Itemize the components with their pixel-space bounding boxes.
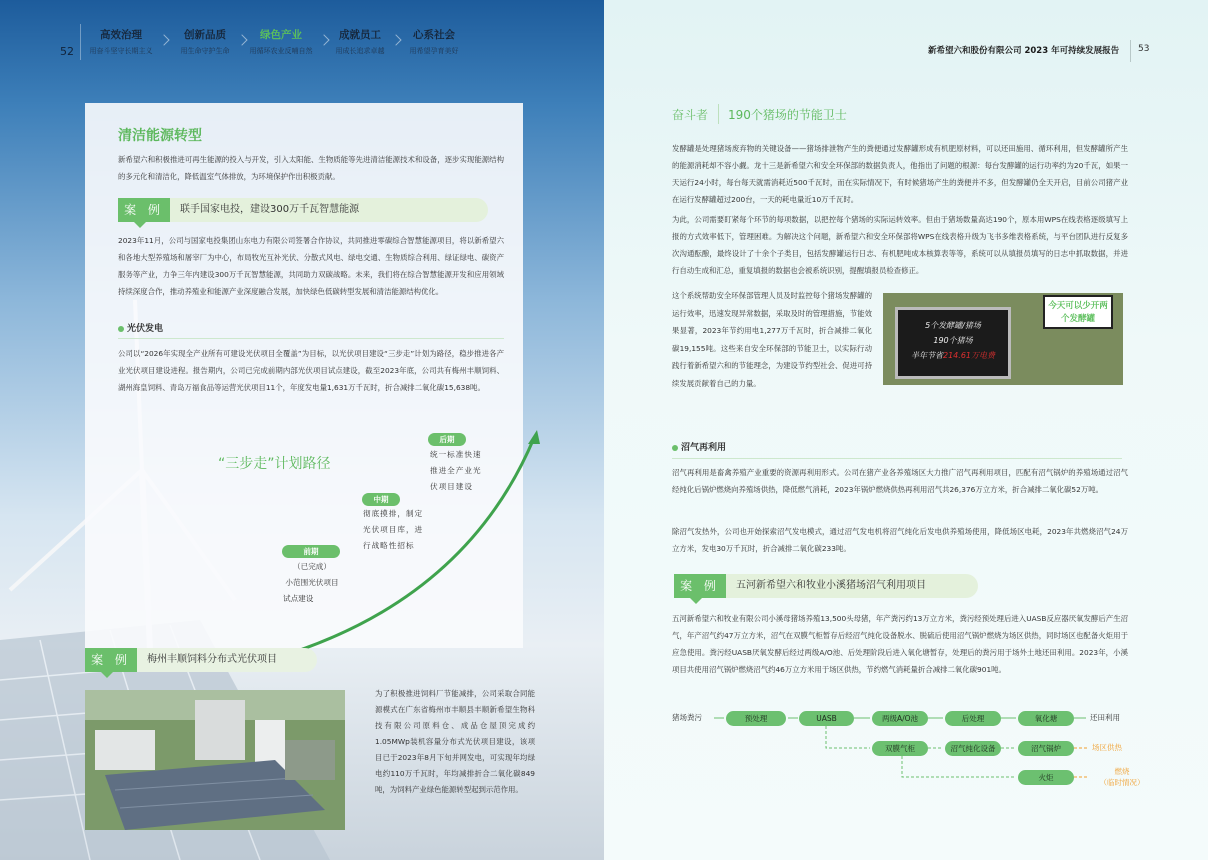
flow-node: 后处理 — [945, 711, 1001, 726]
case-body: 为了积极推进饲料厂节能减排，公司采取合同能源模式在广东省梅州市丰顺县丰顺新希望生物科技有限公司原料仓、成品仓屋顶完成约1.05MWp装机容量分布式光伏项目建设，该项目已于2023年8月下旬并网发电，可实现年均绿电约110万千瓦时，年均减排折合二氧化碳849吨，为饲料产业绿色能源转型起到示范作用。 — [375, 689, 535, 794]
flow-end-burn — [1092, 766, 1152, 788]
stage-line: 光伏项目库，进 — [363, 525, 424, 534]
flow-node: 氧化塘 — [1018, 711, 1074, 726]
case-title: 联手国家电投，建设300万千瓦智慧能源 — [170, 198, 488, 222]
stage-text-early — [283, 559, 341, 607]
intro-text: 新希望六和积极推进可再生能源的投入与开发，引入太阳能、生物质能等先进清洁能源技术和设备，逐步实现能源结构的多元化和清洁化，降低温室气体排放，为环境保护作出积极贡献。 — [118, 155, 504, 181]
nav-title: 心系社会 — [413, 29, 455, 41]
story-paragraph: 为此，公司需要盯紧每个环节的每项数据，以把控每个猪场的实际运转效率。但由于猪场数量高达190个，原本用WPS在线表格逐级填写上报的方式效率低下，管理困难。为解决这个问题，新希望六和安全环保部将WPS在线表格升级为飞书多维表格系统，与平台团队进行反复多次沟通酝酿，最终设计了十余个子类目，包括发酵罐运行日志、有机肥吨成本核算表等等，系统可以从填报员填写的日志中抓取数据，并进行自动生成和汇总，重复填报的数据也会被系统识别，提醒填报员检查修正。 — [672, 215, 1128, 275]
flow-node: 火炬 — [1018, 770, 1074, 785]
stage-line: 彻底摸排，制定 — [363, 509, 424, 518]
case-banner — [674, 574, 978, 598]
pv-body: 公司以“2026年实现全产业所有可建设光伏项目全覆盖”为目标，以光伏项目建设“三步走”计划为路径，稳步推进各产业光伏项目建设进程。报告期内，公司已完成前期内部光伏项目试点建设，截至2023年底，公司共有梅州丰顺饲料、湖州海皇饲料、青岛万福食品等运营光伏项目11个，年度发电量1,631万千瓦时，折合减排二氧化碳15,638吨。 — [118, 349, 504, 392]
nav-title: 高效治理 — [100, 29, 142, 41]
flow-node: 沼气锅炉 — [1018, 741, 1074, 756]
flow-node: 两级A/O池 — [872, 711, 928, 726]
section-title: 清洁能源转型 — [118, 128, 202, 144]
burn-label: 燃烧 — [1114, 767, 1130, 776]
flow-node: UASB — [799, 711, 854, 726]
flow-node: 预处理 — [726, 711, 786, 726]
case-title: 五河新希望六和牧业小溪猪场沼气利用项目 — [726, 574, 978, 598]
stage-label-mid: 中期 — [362, 493, 400, 506]
arrow-up-icon — [528, 430, 540, 444]
factory-solar-photo — [85, 690, 345, 830]
biogas-paragraph: 沼气再利用是畜禽养殖产业重要的资源再利用形式。公司在猪产业各养殖场区大力推广沼气再利用项目，匹配有沼气锅炉的养殖场通过沼气经纯化后锅炉燃烧向养殖场供热，降低燃气消耗，2023年锅炉燃烧供热再利用沼气共26,376万立方米，折合减排二氧化碳52万吨。 — [672, 468, 1128, 494]
nav-title: 成就员工 — [339, 29, 381, 41]
case-banner — [85, 648, 317, 672]
bullet-dot-icon — [672, 445, 678, 451]
stage-line: 伏项目建设 — [430, 482, 473, 491]
story-paragraph: 这个系统帮助安全环保部管理人员及时监控每个猪场发酵罐的运行效率，迅速发现异常数据，采取及时的管理措施，节能效果显著，2023年节约用电1,277万千瓦时，折合减排二氧化碳19,155吨。这些来自安全环保部的节能卫士，以实际行动践行着新希望六和的节能理念，为建设节约型社会、促进可持续发展贡献着自己的力量。 — [672, 291, 872, 388]
stage-text-mid — [363, 506, 423, 554]
divider — [718, 104, 719, 124]
stage-line: 行战略性招标 — [363, 541, 415, 550]
plan-title: “三步走”计划路径 — [218, 456, 331, 472]
flow-node: 沼气纯化设备 — [945, 741, 1001, 756]
subheading-biogas — [672, 440, 726, 453]
case-body: 2023年11月，公司与国家电投集团山东电力有限公司签署合作协议，共同推进零碳综合智慧能源项目，将以新希望六和各地大型养殖场和屠宰厂为中心，布局牧光互补光伏、分散式风电、绿电交通、生物质综合利用、绿证绿电、碳资产服务等产业，力争三年内建设300万千瓦智慧能源，共同助力双碳战略。未来，我们将在综合智慧能源开发和应用领域持续深度合作，推动养殖业和能源产业深度融合发展，加快绿色低碳转型发展和清洁能源结构优化。 — [118, 236, 504, 296]
stage-line: 小范围光伏项目 — [285, 578, 339, 587]
burn-note: （临时情况） — [1099, 778, 1145, 787]
case-tag: 案 例 — [674, 574, 726, 598]
story-paragraph: 发酵罐是处理猪场废弃物的关键设备——猪场排泄物产生的粪便通过发酵罐形成有机肥原材料，可以还田施用、循环利用，但发酵罐所产生的能源消耗却不容小觑。龙十三是新希望六和安全环保部的数据负责人，他指出了问题的根源：每台发酵罐的运行功率约为20千瓦，如果一天运行24小时，每台每天就需消耗近500千瓦时，而在实际情况下，有时候猪场产生的粪便并不多，但发酵罐仍全天开启，目前公司猪产业在运行发酵罐超过200台，一天的耗电量近10万千瓦时。 — [672, 144, 1128, 204]
case-body: 五河新希望六和牧业有限公司小溪母猪场养殖13,500头母猪，年产粪污约13万立方米，粪污经预处理后进入UASB反应器厌氧发酵后产生沼气，年产沼气约47万立方米，沼气在双膜气柜暂存后经沼气纯化设备脱水、脱硫后使用沼气锅炉燃烧为场区供热，同时场区也配备火炬用于应急使用。粪污经UASB厌氧发酵后经过两级A/O池、后处理阶段后进入氧化塘暂存，处理后的粪污用于场外土地还田利用。2023年，小溪项目共使用沼气锅炉燃烧沼气约46万立方米用于场区供热，节约燃气消耗量折合减排二氧化碳901吨。 — [672, 614, 1128, 674]
biogas-paragraph: 除沼气发热外，公司也开始探索沼气发电模式，通过沼气发电机将沼气纯化后发电供养殖场使用，降低场区电耗，2023年共燃烧沼气24万立方米，发电30万千瓦时，折合减排二氧化碳233吨。 — [672, 527, 1128, 553]
board-prefix: 半年节省 — [911, 351, 943, 360]
case-tag: 案 例 — [118, 198, 170, 222]
page-number: 52 — [60, 45, 74, 58]
stage-label-early: 前期 — [282, 545, 340, 558]
divider — [672, 458, 1122, 459]
report-title: 新希望六和股份有限公司 2023 年可持续发展报告 — [928, 46, 1120, 56]
board-line: 5个发酵罐/猪场 — [925, 321, 981, 330]
right-page — [604, 0, 1208, 860]
flow-start: 猪场粪污 — [672, 713, 702, 722]
subheading-text: 光伏发电 — [127, 324, 164, 334]
case-title: 梅州丰顺饲料分布式光伏项目 — [137, 648, 317, 672]
stage-text-late — [430, 447, 482, 495]
stage-label-late: 后期 — [428, 433, 466, 446]
flow-node: 双膜气柜 — [872, 741, 928, 756]
nav-title: 绿色产业 — [260, 29, 302, 41]
nav-subtitle: 用成长追求卓越 — [335, 47, 385, 55]
board-amount: 214.61万电费 — [943, 351, 995, 360]
chalkboard — [895, 307, 1011, 379]
nav-subtitle: 用奋斗坚守长期主义 — [89, 47, 153, 55]
nav-subtitle: 用循环农业反哺自然 — [249, 47, 313, 55]
stage-line: （已完成） — [293, 562, 331, 571]
subheading-text: 沼气再利用 — [681, 443, 727, 453]
nav-subtitle: 用希望孕育美好 — [409, 47, 459, 55]
cartoon-image — [883, 293, 1123, 385]
story-label: 奋斗者 — [672, 108, 709, 122]
stage-line: 试点建设 — [283, 594, 314, 603]
flow-end-main: 还田利用 — [1090, 713, 1120, 722]
speech-bubble: 今天可以少开两个发酵罐 — [1043, 295, 1113, 329]
page-number: 53 — [1138, 44, 1150, 54]
stage-line: 推进全产业光 — [430, 466, 482, 475]
story-title: 190个猪场的节能卫士 — [728, 108, 847, 122]
nav-title: 创新品质 — [184, 29, 226, 41]
case-tag: 案 例 — [85, 648, 137, 672]
nav-subtitle: 用生命守护生命 — [180, 47, 230, 55]
stage-line: 统一标准快速 — [430, 450, 482, 459]
divider — [1130, 40, 1131, 62]
board-line: 190个猪场 — [933, 336, 973, 345]
flow-end-heat: 场区供热 — [1092, 743, 1122, 752]
process-flowchart — [604, 700, 1208, 800]
